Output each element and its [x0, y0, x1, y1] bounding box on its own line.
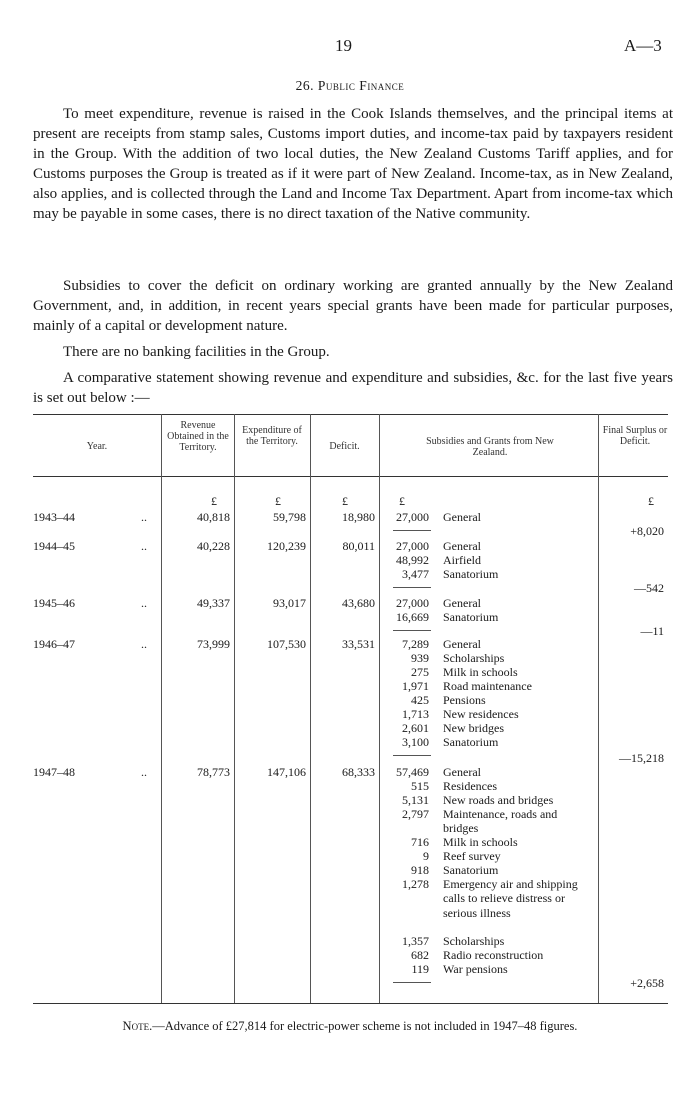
row-dots: ..	[141, 637, 147, 651]
row-revenue: 40,818	[197, 510, 230, 524]
subsidy-amount: 275	[411, 665, 429, 679]
subsidy-amount: 48,992	[396, 553, 429, 567]
subsidy-label: Milk in schools	[443, 665, 518, 679]
subsidy-label: New roads and bridges	[443, 793, 554, 807]
row-expenditure: 147,106	[267, 765, 306, 779]
subsidy-item	[383, 539, 481, 553]
subsidy-amount: 515	[411, 779, 429, 793]
subsidy-item	[383, 567, 498, 581]
row-final: —11	[640, 624, 664, 638]
page-number: 19	[335, 36, 352, 55]
subsidy-label: General	[443, 539, 481, 553]
subsidy-amount: 119	[411, 962, 429, 976]
page-reference: A—3	[624, 36, 662, 55]
subsidy-amount: 3,477	[402, 567, 429, 581]
subsidy-label: Sanatorium	[443, 567, 499, 581]
subsidy-item	[383, 510, 481, 524]
paragraph-text: To meet expenditure, revenue is raised in the Cook Islands themselves, and the principal items at present are receipts from stamp sales, Customs import duties, and income-tax paid by taxpayers resident in the Group. With the addition of two local duties, the New Zealand Customs Tariff applies, and for Customs purposes the Group is treated as if it were part of New Zealand. Income-tax, as in New Zealand, also applies, and is collected through the Land and Income Tax Department. Apart from income-tax which may be payable in some cases, there is no direct taxation of the Native community.	[33, 106, 673, 222]
subsidy-label: Reef survey	[443, 849, 501, 863]
currency-symbol: £	[342, 494, 348, 508]
note-text: —Advance of £27,814 for electric-power scheme is not included in 1947–48 figures.	[152, 1019, 578, 1033]
subsidy-label: New bridges	[443, 721, 504, 735]
column-divider	[598, 414, 599, 1003]
row-revenue: 73,999	[197, 637, 230, 651]
subsidy-label: Radio reconstruction	[443, 948, 544, 962]
subsidy-amount: 57,469	[396, 765, 429, 779]
subsidy-item	[383, 877, 588, 920]
row-expenditure: 59,798	[273, 510, 306, 524]
header-subsidies: Subsidies and Grants from New Zealand.	[426, 436, 554, 458]
subsidy-amount: 1,278	[402, 877, 429, 891]
subsidy-item	[383, 651, 504, 665]
row-dots: ..	[141, 765, 147, 779]
subsidy-item	[383, 948, 543, 962]
column-divider	[310, 414, 311, 1003]
row-revenue: 40,228	[197, 539, 230, 553]
subsidy-item	[383, 735, 498, 749]
table-note	[0, 1019, 700, 1034]
subsidy-item	[383, 765, 481, 779]
subsidy-label: Scholarships	[443, 651, 505, 665]
row-revenue: 78,773	[197, 765, 230, 779]
subtotal-rule	[393, 630, 431, 631]
note-prefix: Note.	[122, 1019, 153, 1033]
subsidy-amount: 939	[411, 651, 429, 665]
subsidy-item	[383, 807, 593, 836]
subsidy-amount: 918	[411, 863, 429, 877]
subsidy-item	[383, 553, 481, 567]
row-dots: ..	[141, 539, 147, 553]
subsidy-amount: 3,100	[402, 735, 429, 749]
header-expenditure: Expenditure of the Territory.	[242, 425, 302, 447]
subsidy-item	[383, 707, 519, 721]
table-top-rule	[33, 414, 668, 415]
row-dots: ..	[141, 510, 147, 524]
subsidy-item	[383, 962, 508, 976]
row-revenue: 49,337	[197, 596, 230, 610]
subsidy-amount: 716	[411, 835, 429, 849]
subsidy-amount: 27,000	[396, 539, 429, 553]
table-bottom-rule	[33, 1003, 668, 1004]
row-deficit: 68,333	[342, 765, 375, 779]
row-deficit: 18,980	[342, 510, 375, 524]
row-year: 1945–46	[33, 596, 75, 610]
paragraph-2	[33, 276, 673, 336]
subsidy-amount: 2,601	[402, 721, 429, 735]
subsidy-item	[383, 835, 518, 849]
subsidy-amount: 16,669	[396, 610, 429, 624]
row-final: +8,020	[630, 524, 664, 538]
subsidy-label: Residences	[443, 779, 497, 793]
header-revenue: Revenue Obtained in the Territory.	[167, 420, 229, 453]
subsidy-item	[383, 596, 481, 610]
currency-symbol: £	[275, 494, 281, 508]
row-deficit: 80,011	[342, 539, 375, 553]
subsidy-label: New residences	[443, 707, 519, 721]
row-year: 1946–47	[33, 637, 75, 651]
currency-symbol: £	[648, 494, 654, 508]
subsidy-item	[383, 610, 498, 624]
subsidy-amount: 1,971	[402, 679, 429, 693]
header-final: Final Surplus or Deficit.	[602, 425, 668, 447]
subsidy-label: General	[443, 596, 481, 610]
subtotal-rule	[393, 530, 431, 531]
subsidy-label: Sanatorium	[443, 735, 499, 749]
paragraph-3	[33, 342, 673, 362]
subsidy-amount: 1,357	[402, 934, 429, 948]
subsidy-label: Road maintenance	[443, 679, 532, 693]
paragraph-4	[33, 368, 673, 408]
subsidy-amount: 5,131	[402, 793, 429, 807]
paragraph-text: Subsidies to cover the deficit on ordinary working are granted annually by the New Zealand Government, and, in addition, in recent years special grants have been made for particular purposes, mainly of a capital or development nature.	[33, 278, 673, 334]
subsidy-label: War pensions	[443, 962, 508, 976]
row-deficit: 33,531	[342, 637, 375, 651]
header-year: Year.	[86, 441, 108, 452]
subsidy-item	[383, 863, 498, 877]
row-deficit: 43,680	[342, 596, 375, 610]
row-expenditure: 120,239	[267, 539, 306, 553]
row-final: +2,658	[630, 976, 664, 990]
subsidy-label: Sanatorium	[443, 863, 499, 877]
currency-symbol: £	[399, 494, 405, 508]
subsidy-item	[383, 679, 532, 693]
subsidy-item	[383, 849, 501, 863]
subsidy-item	[383, 693, 486, 707]
paragraph-text: A comparative statement showing revenue and expenditure and subsidies, &c. for the last five years is set out below :—	[33, 370, 673, 406]
subsidy-item	[383, 793, 553, 807]
row-final: —542	[634, 581, 664, 595]
subtotal-rule	[393, 587, 431, 588]
row-expenditure: 107,530	[267, 637, 306, 651]
subsidy-amount: 27,000	[396, 596, 429, 610]
section-heading: 26. Public Finance	[295, 78, 405, 93]
column-divider	[234, 414, 235, 1003]
paragraph-text: There are no banking facilities in the Group.	[63, 344, 330, 360]
column-divider	[379, 414, 380, 1003]
subsidy-label: Pensions	[443, 693, 486, 707]
row-year: 1943–44	[33, 510, 75, 524]
row-year: 1944–45	[33, 539, 75, 553]
subsidy-amount: 1,713	[402, 707, 429, 721]
subsidy-item	[383, 665, 518, 679]
subsidy-label: General	[443, 765, 481, 779]
currency-symbol: £	[211, 494, 217, 508]
subsidy-label: Maintenance, roads and bridges	[443, 807, 558, 836]
subsidy-label: General	[443, 637, 481, 651]
subsidy-label: Scholarships	[443, 934, 505, 948]
table-header-rule	[33, 476, 668, 477]
subsidy-amount: 9	[423, 849, 429, 863]
subtotal-rule	[393, 982, 431, 983]
subsidy-amount: 27,000	[396, 510, 429, 524]
row-expenditure: 93,017	[273, 596, 306, 610]
column-divider	[161, 414, 162, 1003]
subsidy-amount: 2,797	[402, 807, 429, 821]
subsidy-amount: 425	[411, 693, 429, 707]
subsidy-item	[383, 637, 481, 651]
subsidy-label: Sanatorium	[443, 610, 499, 624]
subtotal-rule	[393, 755, 431, 756]
row-year: 1947–48	[33, 765, 75, 779]
subsidy-item	[383, 721, 504, 735]
subsidy-item	[383, 779, 497, 793]
subsidy-label: Milk in schools	[443, 835, 518, 849]
subsidy-label: Airfield	[443, 553, 481, 567]
header-deficit: Deficit.	[329, 441, 360, 452]
subsidy-label: Emergency air and shipping calls to relieve distress or serious illness	[443, 877, 578, 920]
row-final: —15,218	[619, 751, 664, 765]
subsidy-amount: 682	[411, 948, 429, 962]
subsidy-item	[383, 934, 504, 948]
subsidy-amount: 7,289	[402, 637, 429, 651]
row-dots: ..	[141, 596, 147, 610]
paragraph-1	[33, 104, 673, 224]
subsidy-label: General	[443, 510, 481, 524]
